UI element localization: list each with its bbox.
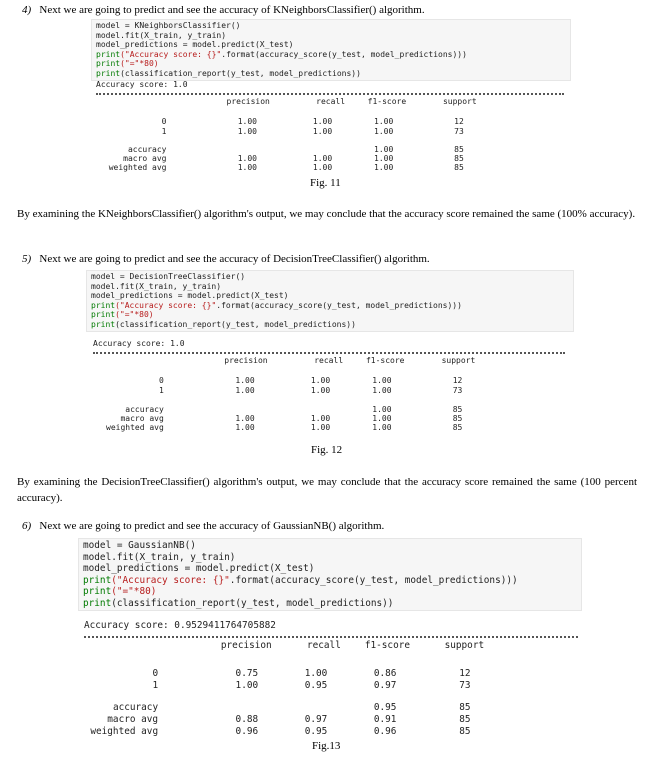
code-token: ("="*80) — [111, 586, 157, 597]
report-row-label: 0 — [152, 668, 159, 679]
code-token: print — [91, 300, 116, 310]
code-token: model_predictions = model.predict(X_test) — [91, 291, 289, 301]
step-number: 6) — [22, 520, 32, 532]
accuracy-output: Accuracy score: 1.0 — [96, 80, 188, 89]
code-line — [91, 320, 569, 330]
report-cell: 1.00 — [310, 376, 331, 385]
report-header: precision — [226, 97, 270, 106]
report-header: f1-score — [367, 97, 407, 106]
report-cell: 85 — [454, 163, 464, 172]
report-cell: 1.00 — [312, 117, 333, 126]
step-heading-4 — [22, 4, 425, 16]
report-header: recall — [306, 640, 341, 651]
figure-caption: Fig. 11 — [310, 177, 341, 189]
code-token: .format(accuracy_score(y_test, model_predictions))) — [229, 574, 518, 586]
report-cell: 85 — [452, 423, 463, 432]
code-token: model = GaussianNB() — [83, 540, 196, 551]
code-line — [91, 310, 569, 320]
report-header: recall — [314, 356, 344, 365]
report-cell: 1.00 — [312, 154, 333, 163]
code-token: " — [216, 49, 222, 59]
report-cell: 1.00 — [237, 163, 257, 172]
code-token: print — [96, 68, 121, 78]
code-cell — [91, 19, 571, 81]
report-header: support — [442, 97, 477, 106]
report-header: support — [441, 356, 476, 365]
report-row-label: macro avg — [107, 714, 159, 725]
code-line — [96, 31, 566, 41]
report-cell: 73 — [454, 127, 464, 136]
report-row-label: macro avg — [123, 154, 167, 163]
report-row-label: accuracy — [112, 702, 159, 713]
report-cell: 1.00 — [374, 163, 394, 172]
report-header: precision — [224, 356, 268, 365]
accuracy-output: Accuracy score: 1.0 — [93, 339, 185, 348]
code-token: print — [91, 319, 116, 329]
report-cell: 1.00 — [372, 405, 392, 414]
report-header: recall — [316, 97, 346, 106]
code-line — [96, 50, 566, 60]
separator-line — [96, 93, 564, 95]
report-cell: 0.91 — [373, 714, 397, 725]
code-token: print — [96, 49, 121, 59]
code-token: model = DecisionTreeClassifier() — [91, 272, 246, 281]
report-row-label: 1 — [152, 680, 159, 691]
report-header: precision — [220, 640, 272, 651]
code-line — [91, 291, 569, 301]
report-cell: 1.00 — [235, 414, 255, 423]
report-cell: 1.00 — [310, 414, 331, 423]
report-cell: 0.96 — [373, 726, 397, 737]
report-cell: 85 — [454, 154, 464, 163]
step-text: Next we are going to predict and see the accuracy of DecisionTreeClassifier() algorithm. — [39, 253, 430, 265]
code-token: (" — [115, 300, 125, 310]
report-header: f1-score — [364, 640, 411, 651]
report-cell: 1.00 — [237, 117, 257, 126]
code-token: model_predictions = model.predict(X_test) — [83, 563, 315, 574]
report-cell: 1.00 — [304, 668, 328, 679]
conclusion-paragraph: By examining the KNeighborsClassifier() algorithm's output, we may conclude that the accuracy score remained the same (100% accuracy). — [17, 208, 636, 220]
report-cell: 1.00 — [374, 127, 394, 136]
report-row-label: 1 — [158, 386, 164, 395]
report-cell: 12 — [459, 668, 471, 679]
report-cell: 0.75 — [235, 668, 259, 679]
separator-line — [84, 636, 578, 638]
report-cell: 1.00 — [372, 423, 392, 432]
report-cell: 0.86 — [373, 668, 397, 679]
classification-report — [84, 640, 578, 736]
accuracy-output: Accuracy score: 0.9529411764705882 — [84, 620, 276, 631]
code-line — [91, 272, 569, 282]
report-row-label: 0 — [158, 376, 164, 385]
code-cell — [78, 538, 582, 611]
report-cell: 0.97 — [304, 714, 328, 725]
report-cell: 1.00 — [235, 376, 255, 385]
report-row-label: weighted avg — [90, 726, 159, 737]
report-cell: 1.00 — [235, 680, 259, 691]
code-token: print — [83, 597, 112, 609]
report-cell: 12 — [454, 117, 464, 126]
report-row-label: 0 — [161, 117, 167, 126]
report-cell: 1.00 — [372, 386, 392, 395]
step-heading-6 — [22, 520, 384, 532]
code-line — [83, 540, 577, 552]
code-token: (classification_report(y_test, model_predictions)) — [115, 319, 356, 329]
report-cell: 1.00 — [235, 423, 255, 432]
report-cell: 1.00 — [310, 386, 331, 395]
report-cell: 73 — [459, 680, 471, 691]
code-line — [83, 598, 577, 610]
report-row-label: weighted avg — [108, 163, 167, 172]
code-token: model = KNeighborsClassifier() — [96, 21, 241, 30]
code-token: print — [83, 586, 112, 597]
report-cell: 1.00 — [235, 386, 255, 395]
report-cell: 85 — [459, 726, 471, 737]
code-line — [83, 586, 577, 598]
report-cell: 0.97 — [373, 680, 397, 691]
report-row-label: weighted avg — [106, 423, 164, 432]
code-line — [91, 301, 569, 311]
figure-caption: Fig. 12 — [311, 444, 343, 456]
code-token: ("="*80) — [115, 310, 154, 320]
report-cell: 85 — [452, 405, 463, 414]
code-line — [96, 69, 566, 79]
classification-report — [93, 356, 565, 436]
report-row-label: 1 — [161, 127, 167, 136]
code-token: model.fit(X_train, y_train) — [91, 281, 222, 291]
code-line — [83, 563, 577, 575]
step-number: 5) — [22, 253, 32, 265]
step-text: Next we are going to predict and see the accuracy of KNeighborsClassifier() algorithm. — [39, 4, 425, 16]
step-text: Next we are going to predict and see the accuracy of GaussianNB() algorithm. — [39, 520, 385, 532]
code-token: (classification_report(y_test, model_predictions)) — [120, 68, 361, 78]
code-line — [83, 552, 577, 564]
code-token: " — [224, 574, 230, 586]
code-token: Accuracy score: {} — [129, 49, 217, 59]
code-token: " — [211, 300, 217, 310]
figure-caption: Fig.13 — [312, 740, 341, 752]
report-cell: 0.96 — [235, 726, 259, 737]
report-row-label: accuracy — [127, 145, 167, 154]
report-cell: 1.00 — [237, 154, 257, 163]
report-cell: 1.00 — [312, 163, 333, 172]
report-cell: 85 — [459, 702, 471, 713]
report-cell: 1.00 — [310, 423, 331, 432]
report-row-label: accuracy — [125, 405, 164, 414]
code-token: (" — [120, 49, 130, 59]
report-header: f1-score — [365, 356, 405, 365]
code-token: model.fit(X_train, y_train) — [96, 30, 227, 40]
report-cell: 0.95 — [304, 726, 328, 737]
report-cell: 0.95 — [373, 702, 397, 713]
code-token: .format(accuracy_score(y_test, model_predictions))) — [216, 300, 462, 310]
separator-line — [93, 352, 565, 354]
code-token: print — [96, 59, 121, 69]
report-cell: 85 — [452, 414, 463, 423]
code-token: print — [83, 574, 112, 586]
code-line — [96, 21, 566, 31]
code-cell — [86, 270, 574, 332]
code-token: model.fit(X_train, y_train) — [83, 551, 236, 563]
report-cell: 73 — [452, 386, 463, 395]
code-token: print — [91, 310, 116, 320]
report-header: support — [444, 640, 485, 651]
report-cell: 85 — [454, 145, 464, 154]
report-cell: 0.95 — [304, 680, 328, 691]
report-cell: 1.00 — [374, 154, 394, 163]
step-number: 4) — [22, 4, 32, 16]
code-line — [96, 59, 566, 69]
report-cell: 1.00 — [237, 127, 257, 136]
report-cell: 1.00 — [374, 117, 394, 126]
code-token: (classification_report(y_test, model_predictions)) — [111, 597, 394, 609]
code-token: .format(accuracy_score(y_test, model_predictions))) — [221, 49, 467, 59]
code-token: Accuracy score: {} — [124, 300, 212, 310]
report-cell: 1.00 — [372, 414, 392, 423]
report-cell: 85 — [459, 714, 471, 725]
code-line — [96, 40, 566, 50]
conclusion-paragraph: By examining the DecisionTreeClassifier() algorithm's output, we may conclude that the accuracy score remained the same (100 percent accuracy). — [17, 476, 637, 504]
step-heading-5 — [22, 253, 430, 265]
classification-report — [96, 97, 566, 172]
code-line — [83, 575, 577, 587]
code-token: (" — [111, 574, 123, 586]
report-cell: 1.00 — [312, 127, 333, 136]
code-token: ("="*80) — [120, 59, 159, 69]
report-cell: 12 — [452, 376, 463, 385]
report-cell: 1.00 — [374, 145, 394, 154]
report-row-label: macro avg — [120, 414, 164, 423]
code-line — [91, 282, 569, 292]
report-cell: 0.88 — [235, 714, 259, 725]
report-cell: 1.00 — [372, 376, 392, 385]
code-token: model_predictions = model.predict(X_test) — [96, 40, 294, 50]
code-token: Accuracy score: {} — [122, 574, 225, 586]
